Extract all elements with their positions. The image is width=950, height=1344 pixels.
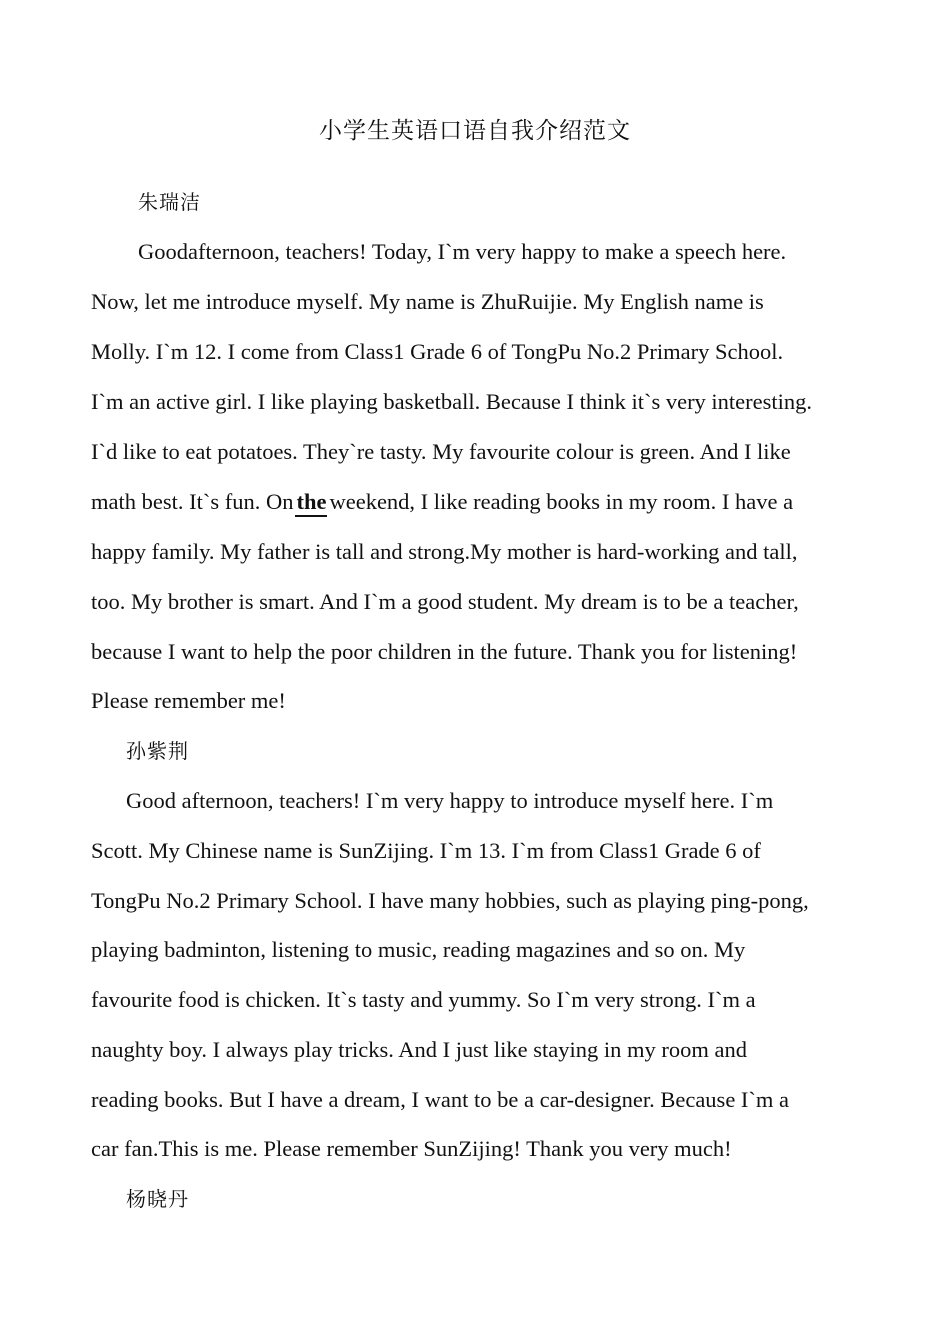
paragraph-line: reading books. But I have a dream, I want to be a car-designer. Because I`m a [91,1087,790,1112]
paragraph-line: too. My brother is smart. And I`m a good student. My dream is to be a teacher, [91,589,799,614]
page-title: 小学生英语口语自我介绍范文 [319,118,631,144]
highlighted-word: the [295,489,327,517]
paragraph-line: Scott. My Chinese name is SunZijing. I`m 13. I`m from Class1 Grade 6 of [91,838,761,863]
paragraph-line [91,487,793,517]
paragraph-line: Good afternoon, teachers! I`m very happy to introduce myself here. I`m [126,788,774,813]
paragraph-line: I`m an active girl. I like playing basketball. Because I think it`s very interesting. [91,389,813,414]
author-name: 杨晓丹 [126,1187,189,1211]
paragraph-line: Molly. I`m 12. I come from Class1 Grade 6 of TongPu No.2 Primary School. [91,339,784,364]
line-text-after: weekend, I like reading books in my room. I have a [329,489,794,514]
line-text-before: math best. It`s fun. On [91,489,294,514]
paragraph-line: TongPu No.2 Primary School. I have many hobbies, such as playing ping-pong, [91,888,809,913]
paragraph-line: playing badminton, listening to music, reading magazines and so on. My [91,937,746,962]
paragraph-line: I`d like to eat potatoes. They`re tasty. My favourite colour is green. And I like [91,439,791,464]
paragraph-line: happy family. My father is tall and strong.My mother is hard-working and tall, [91,539,798,564]
paragraph-line: car fan.This is me. Please remember SunZijing! Thank you very much! [91,1136,732,1161]
paragraph-line: because I want to help the poor children in the future. Thank you for listening! [91,639,798,664]
author-name: 孙紫荆 [126,739,189,763]
paragraph-line: Now, let me introduce myself. My name is ZhuRuijie. My English name is [91,289,764,314]
author-name: 朱瑞洁 [138,190,201,214]
paragraph-line: naughty boy. I always play tricks. And I just like staying in my room and [91,1037,747,1062]
paragraph-line: Goodafternoon, teachers! Today, I`m very happy to make a speech here. [138,239,787,264]
paragraph-line: favourite food is chicken. It`s tasty and yummy. So I`m very strong. I`m a [91,987,756,1012]
paragraph-line: Please remember me! [91,688,286,713]
